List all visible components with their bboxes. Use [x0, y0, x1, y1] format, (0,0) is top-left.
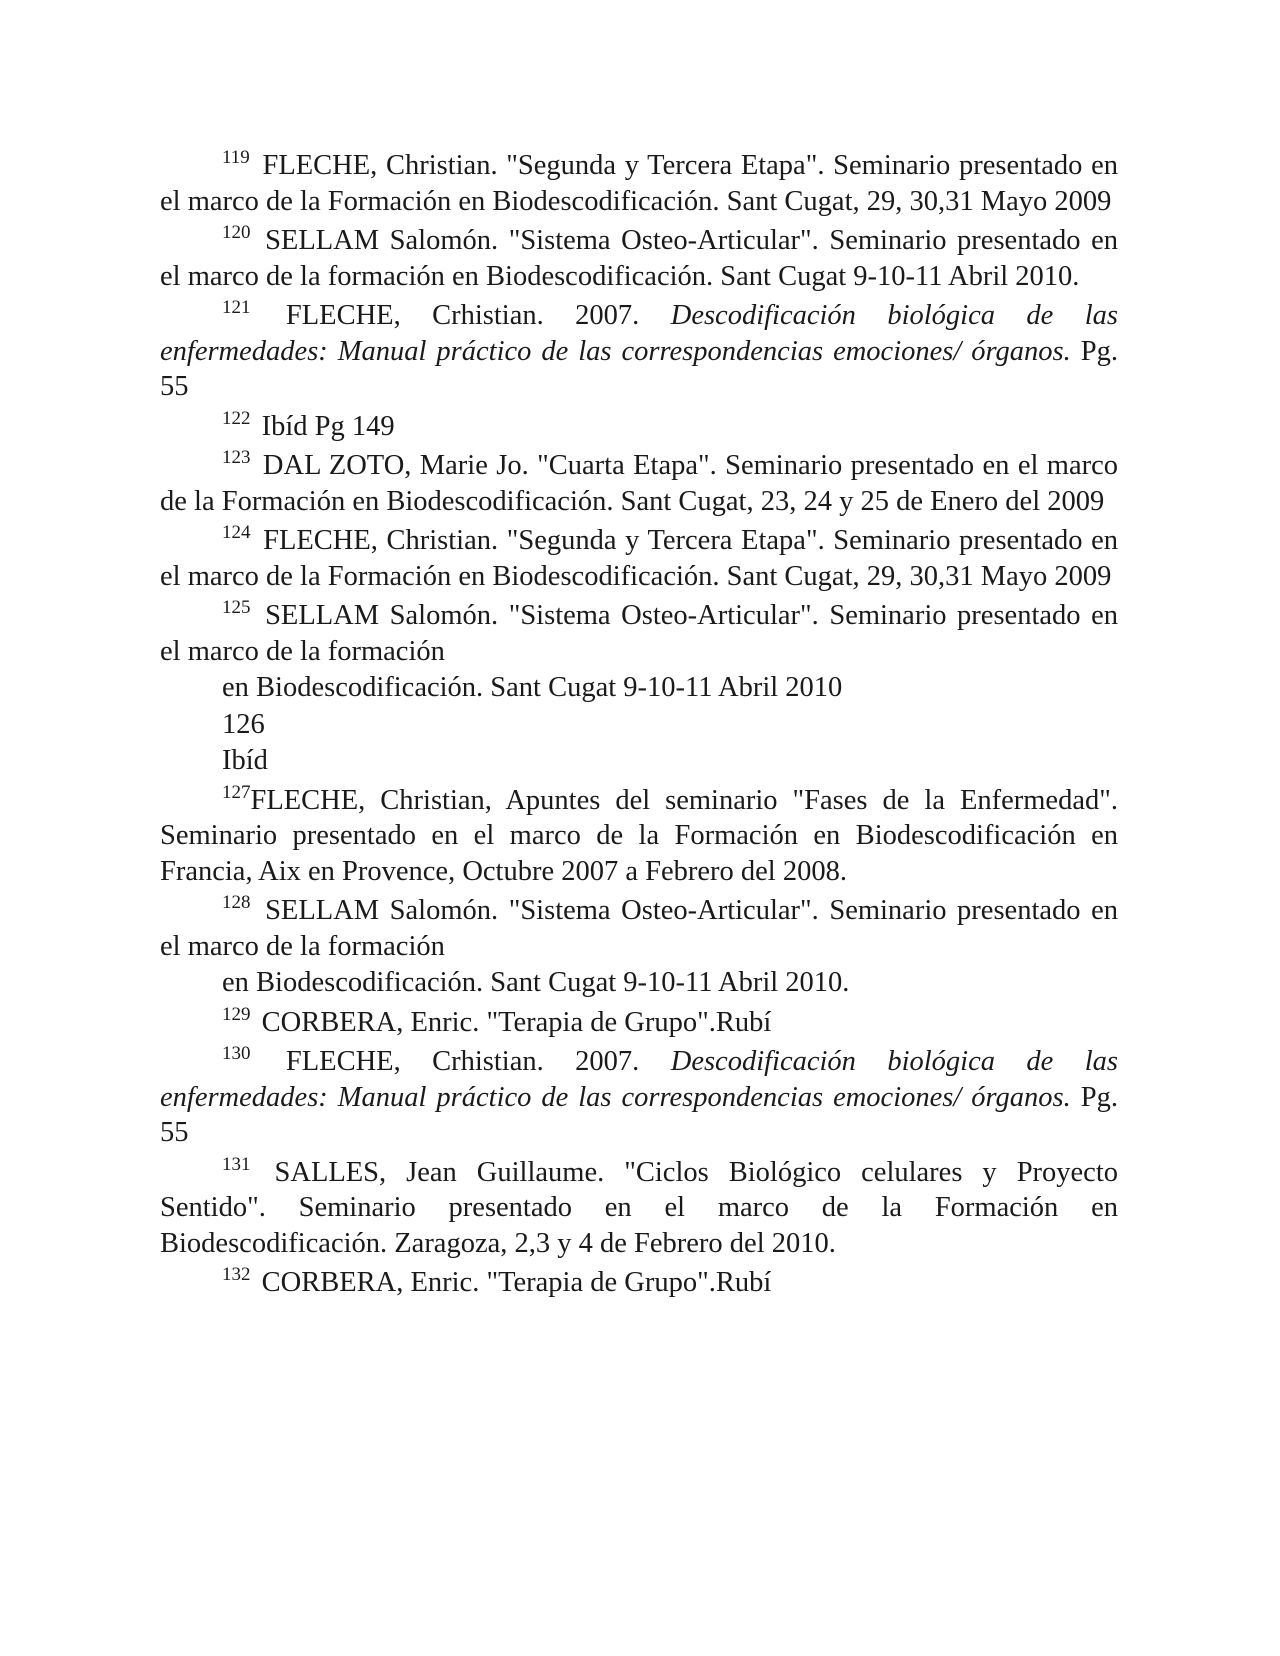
footnote-128	[160, 893, 1118, 964]
footnote-number: 120	[222, 222, 251, 243]
footnote-text: CORBERA, Enric. "Terapia de Grupo".Rubí	[261, 1267, 772, 1298]
footnote-book-title: Descodificación biológica de las enfermedades: Manual práctico de las correspondencias emociones/ órganos.	[160, 1046, 1119, 1113]
footnotes-page	[160, 148, 1118, 1305]
footnote-number: 130	[222, 1043, 251, 1064]
footnote-text: SALLES, Jean Guillaume. "Ciclos Biológico celulares y Proyecto Sentido". Seminario presentado en el marco de la Formación en Biodescodificación. Zaragoza, 2,3 y 4 de Febrero del 2010.	[160, 1156, 1118, 1259]
footnote-number: 131	[222, 1153, 251, 1175]
footnote-122	[160, 409, 1118, 445]
footnote-129	[160, 1005, 1118, 1041]
footnote-124	[160, 523, 1118, 594]
footnote-132	[160, 1265, 1118, 1301]
footnote-number: 123	[222, 447, 251, 468]
footnote-continuation: en Biodescodificación. Sant Cugat 9-10-11 Abril 2010	[222, 672, 843, 703]
footnote-126-text: Ibíd	[222, 745, 268, 776]
footnote-130	[160, 1044, 1118, 1151]
footnote-text: SELLAM Salomón. "Sistema Osteo-Articular". Seminario presentado en el marco de la formación en Biodescodificación. Sant Cugat 9-10-11 Abril 2010.	[160, 225, 1118, 292]
footnote-119	[160, 148, 1118, 219]
footnote-page: Pg. 55	[160, 1081, 1118, 1148]
footnote-text: FLECHE, Crhistian. 2007.	[285, 1046, 671, 1077]
footnote-text: FLECHE, Christian. "Segunda y Tercera Etapa". Seminario presentado en el marco de la Formación en Biodescodificación. Sant Cugat, 29, 30,31 Mayo 2009	[160, 150, 1119, 217]
footnote-127	[160, 783, 1118, 890]
footnote-text: CORBERA, Enric. "Terapia de Grupo".Rubí	[261, 1006, 772, 1038]
footnote-131	[160, 1155, 1118, 1262]
footnote-text: SELLAM Salomón. "Sistema Osteo-Articular". Seminario presentado en el marco de la formación	[160, 600, 1118, 667]
footnote-126-number: 126	[222, 708, 265, 740]
footnote-123	[160, 448, 1118, 519]
footnote-number: 127	[222, 781, 251, 803]
footnote-120	[160, 223, 1118, 294]
footnote-number: 121	[222, 297, 251, 318]
footnote-continuation: en Biodescodificación. Sant Cugat 9-10-11 Abril 2010.	[222, 967, 850, 998]
footnote-book-title: Descodificación biológica de las enfermedades: Manual práctico de las correspondencias emociones/ órganos.	[160, 300, 1119, 367]
footnote-text: DAL ZOTO, Marie Jo. "Cuarta Etapa". Seminario presentado en el marco de la Formación en Biodescodificación. Sant Cugat, 23, 24 y 25 de Enero del 2009	[160, 450, 1118, 517]
footnote-text: Ibíd Pg 149	[261, 410, 395, 442]
footnote-number: 128	[222, 892, 251, 913]
footnote-text: SELLAM Salomón. "Sistema Osteo-Articular". Seminario presentado en el marco de la formación	[160, 895, 1118, 962]
footnote-text: FLECHE, Christian. "Segunda y Tercera Etapa". Seminario presentado en el marco de la Formación en Biodescodificación. Sant Cugat, 29, 30,31 Mayo 2009	[160, 525, 1119, 592]
footnote-number: 124	[222, 522, 251, 543]
footnote-page: Pg. 55	[160, 335, 1118, 402]
footnote-text: FLECHE, Crhistian. 2007.	[285, 300, 671, 331]
footnote-number: 132	[222, 1264, 251, 1285]
footnote-number: 119	[222, 147, 250, 168]
footnote-number: 129	[222, 1003, 251, 1025]
footnote-121	[160, 298, 1118, 405]
footnote-text: FLECHE, Christian, Apuntes del seminario "Fases de la Enfermedad". Seminario presentado en el marco de la Formación en Biodescodificación en Francia, Aix en Provence, Octubre 2007 a Febrero del 2008.	[160, 784, 1118, 887]
footnote-number: 125	[222, 597, 251, 618]
footnote-number: 122	[222, 407, 251, 429]
footnote-125	[160, 598, 1118, 669]
